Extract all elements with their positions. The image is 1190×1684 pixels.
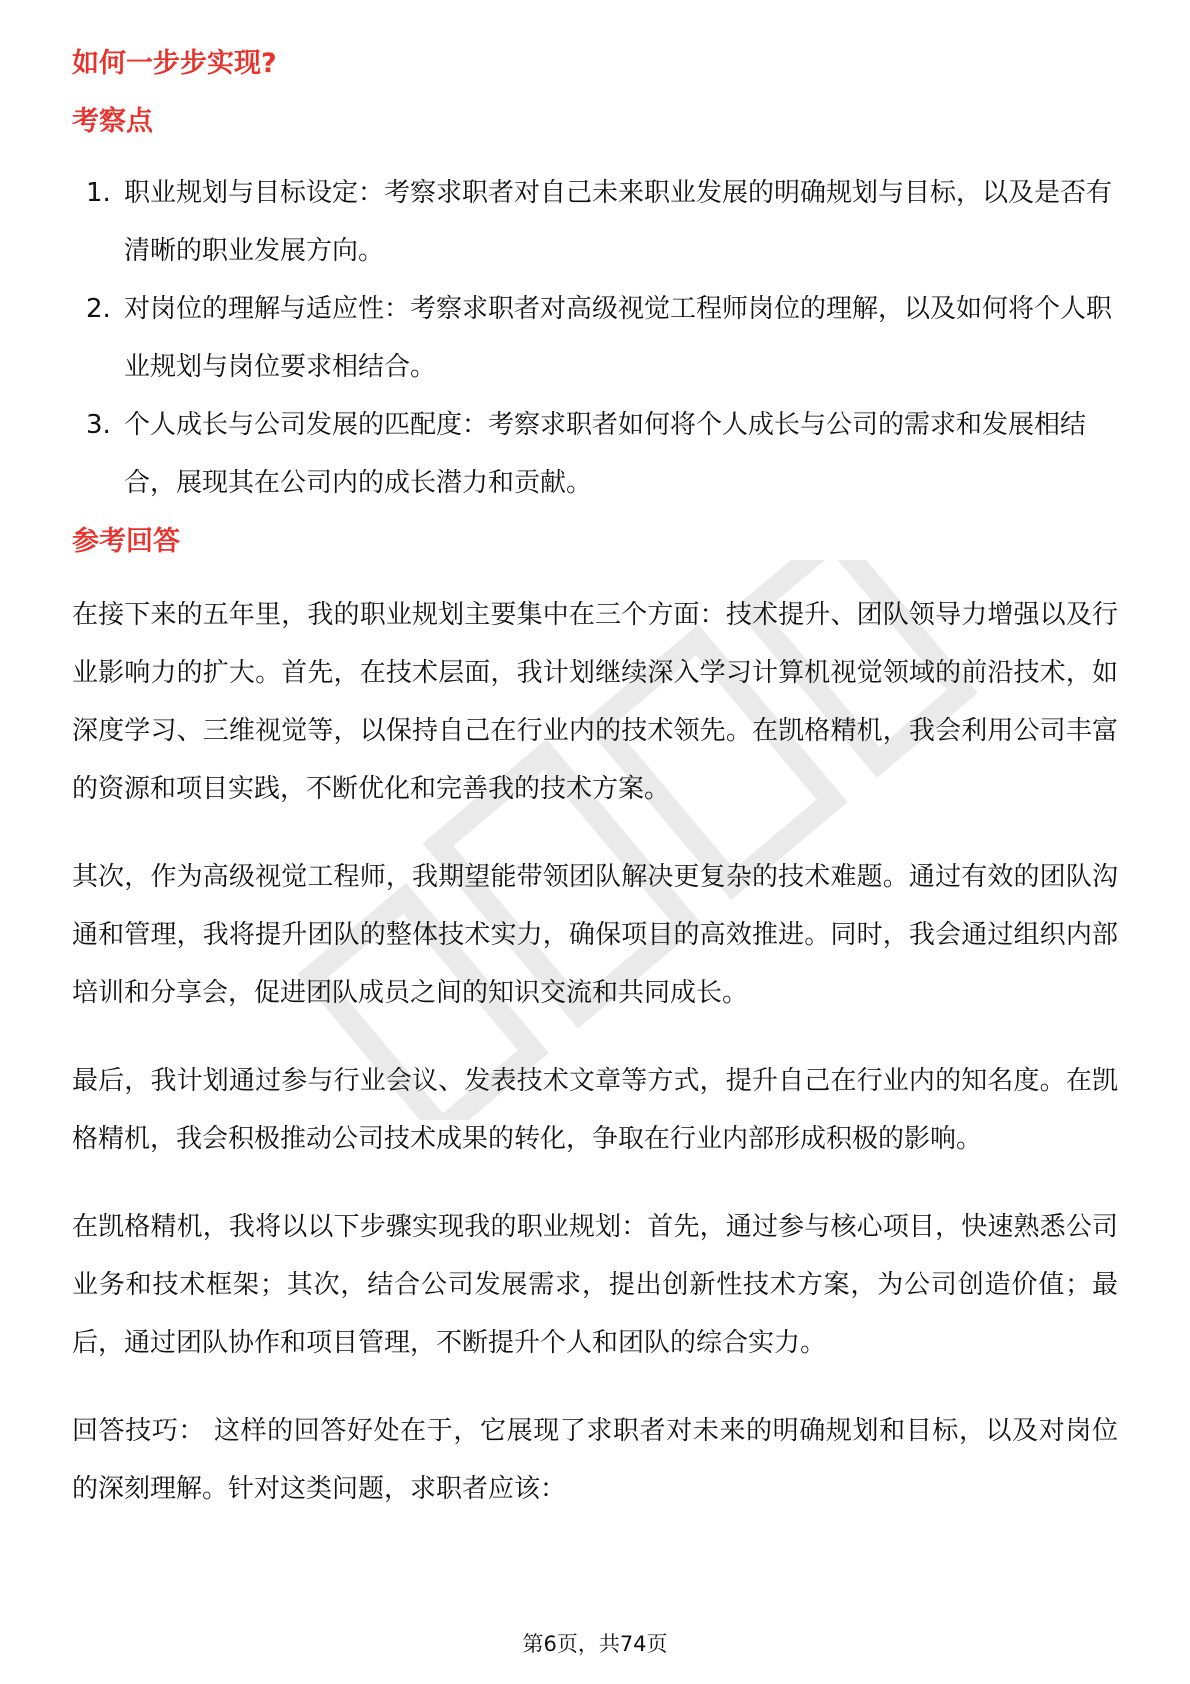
paragraph: 在凯格精机，我将以以下步骤实现我的职业规划：首先，通过参与核心项目，快速熟悉公司业务和技术框架；其次，结合公司发展需求，提出创新性技术方案，为公司创造价值；最后，通过团队协作和项目管理，不断提升个人和团队的综合实力。 [72,1212,1118,1358]
section-title-answer: 参考回答 [72,526,180,557]
paragraph: 最后，我计划通过参与行业会议、发表技术文章等方式，提升自己在行业内的知名度。在凯格精机，我会积极推动公司技术成果的转化，争取在行业内部形成积极的影响。 [72,1066,1118,1154]
paragraph: 在接下来的五年里，我的职业规划主要集中在三个方面：技术提升、团队领导力增强以及行业影响力的扩大。首先，在技术层面，我计划继续深入学习计算机视觉领域的前沿技术，如深度学习、三维视觉等，以保持自己在行业内的技术领先。在凯格精机，我会利用公司丰富的资源和项目实践，不断优化和完善我的技术方案。 [72,600,1118,804]
list-text: 个人成长与公司发展的匹配度：考察求职者如何将个人成长与公司的需求和发展相结合，展现其在公司内的成长潜力和贡献。 [124,410,1087,498]
list-item [72,396,1118,512]
section-title-points: 考察点 [72,106,153,137]
list-text: 职业规划与目标设定：考察求职者对自己未来职业发展的明确规划与目标，以及是否有清晰的职业发展方向。 [124,178,1113,266]
list-number: 1. [86,178,111,208]
paragraph: 其次，作为高级视觉工程师，我期望能带领团队解决更复杂的技术难题。通过有效的团队沟通和管理，我将提升团队的整体技术实力，确保项目的高效推进。同时，我会通过组织内部培训和分享会，促进团队成员之间的知识交流和共同成长。 [72,862,1118,1008]
list-number: 2. [86,294,111,324]
page-content [72,44,1118,1548]
page-number: 第6页，共74页 [522,1632,668,1656]
points-list [72,164,1118,512]
list-text: 对岗位的理解与适应性：考察求职者对高级视觉工程师岗位的理解，以及如何将个人职业规划与岗位要求相结合。 [124,294,1113,382]
paragraph: 回答技巧： 这样的回答好处在于，它展现了求职者对未来的明确规划和目标，以及对岗位的深刻理解。针对这类问题，求职者应该： [72,1416,1118,1504]
list-item [72,164,1118,280]
list-item [72,280,1118,396]
list-number: 3. [86,410,111,440]
page-title: 如何一步步实现? [72,48,277,79]
